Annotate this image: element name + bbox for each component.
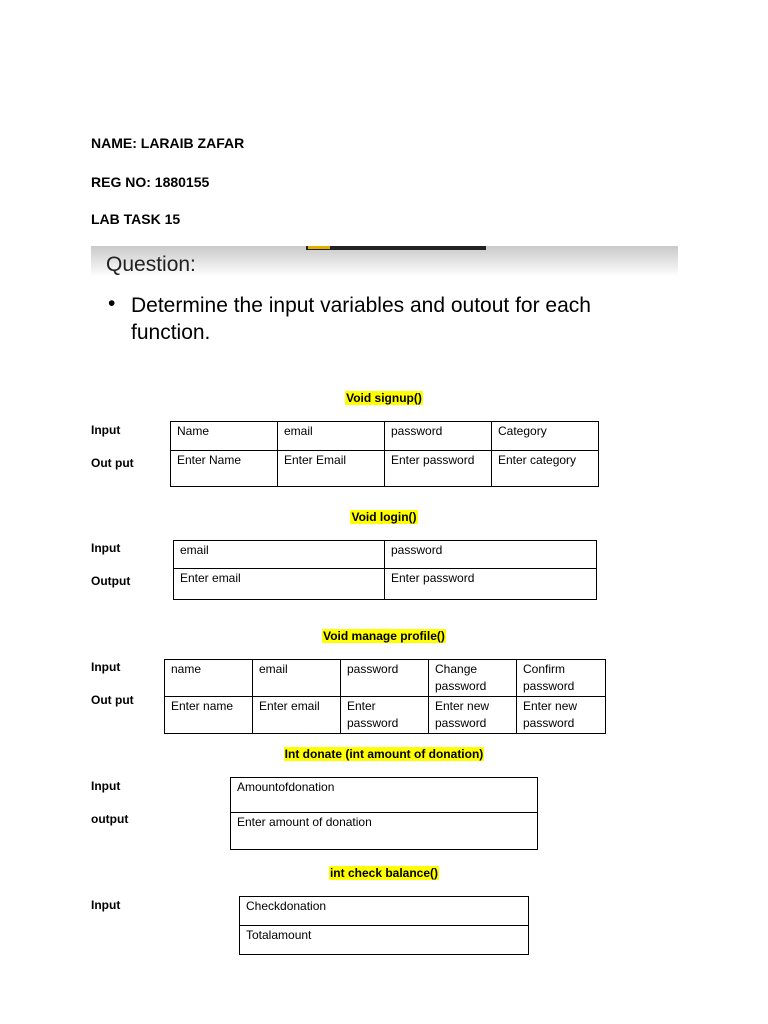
table-row: [171, 422, 599, 451]
table-row: [171, 451, 599, 487]
signup-table: [170, 421, 599, 487]
donate-table: [230, 777, 538, 850]
profile-function-title: Void manage profile(): [323, 629, 445, 643]
balance-function-title: int check balance(): [329, 866, 439, 880]
student-name: NAME: LARAIB ZAFAR: [91, 135, 245, 151]
table-cell: email: [174, 541, 385, 569]
table-cell: Enter name: [165, 697, 253, 734]
table-row: [240, 897, 529, 926]
table-row: [231, 813, 538, 850]
table-row: [174, 569, 597, 600]
table-cell: Totalamount: [240, 926, 529, 955]
table-cell: Confirm password: [517, 660, 606, 697]
table-cell: Amountofdonation: [231, 778, 538, 813]
table-cell: Enter password: [385, 569, 597, 600]
table-row: [240, 926, 529, 955]
table-cell: Category: [492, 422, 599, 451]
profile-table: [164, 659, 606, 734]
table-cell: Enter password: [385, 451, 492, 487]
question-slide: [91, 246, 678, 354]
signup-function-title: Void signup(): [346, 391, 422, 405]
slide-top-bar: [306, 246, 486, 250]
donate-output-label: output: [91, 812, 129, 826]
table-cell: password: [385, 541, 597, 569]
profile-output-label: Out put: [91, 693, 134, 707]
table-row: [231, 778, 538, 813]
profile-input-label: Input: [91, 660, 121, 674]
table-cell: Enter new password: [517, 697, 606, 734]
balance-table: [239, 896, 529, 955]
table-cell: Enter email: [253, 697, 341, 734]
lab-task-title: LAB TASK 15: [91, 211, 181, 227]
login-function-title: Void login(): [351, 510, 417, 524]
table-cell: email: [253, 660, 341, 697]
question-title: Question:: [106, 253, 196, 276]
signup-output-label: Out put: [91, 456, 134, 470]
table-cell: password: [341, 660, 429, 697]
table-cell: name: [165, 660, 253, 697]
table-cell: Checkdonation: [240, 897, 529, 926]
login-table: [173, 540, 597, 600]
signup-input-label: Input: [91, 423, 121, 437]
table-cell: Change password: [429, 660, 517, 697]
table-row: [174, 541, 597, 569]
table-cell: Enter email: [174, 569, 385, 600]
table-cell: email: [278, 422, 385, 451]
table-cell: Name: [171, 422, 278, 451]
donate-function-title: Int donate (int amount of donation): [284, 747, 484, 761]
slide-top-accent: [308, 246, 330, 249]
table-cell: Enter Name: [171, 451, 278, 487]
table-cell: Enter amount of donation: [231, 813, 538, 850]
table-cell: Enter category: [492, 451, 599, 487]
balance-input-label: Input: [91, 898, 121, 912]
table-cell: Enter Email: [278, 451, 385, 487]
registration-number: REG NO: 1880155: [91, 174, 210, 190]
login-output-label: Output: [91, 574, 131, 588]
question-text: Determine the input variables and outout for each function.: [131, 294, 591, 344]
bullet-icon: •: [108, 292, 116, 315]
table-cell: Enter new password: [429, 697, 517, 734]
table-row: [165, 697, 606, 734]
login-input-label: Input: [91, 541, 121, 555]
table-cell: password: [385, 422, 492, 451]
table-row: [165, 660, 606, 697]
table-cell: Enter password: [341, 697, 429, 734]
donate-input-label: Input: [91, 779, 121, 793]
